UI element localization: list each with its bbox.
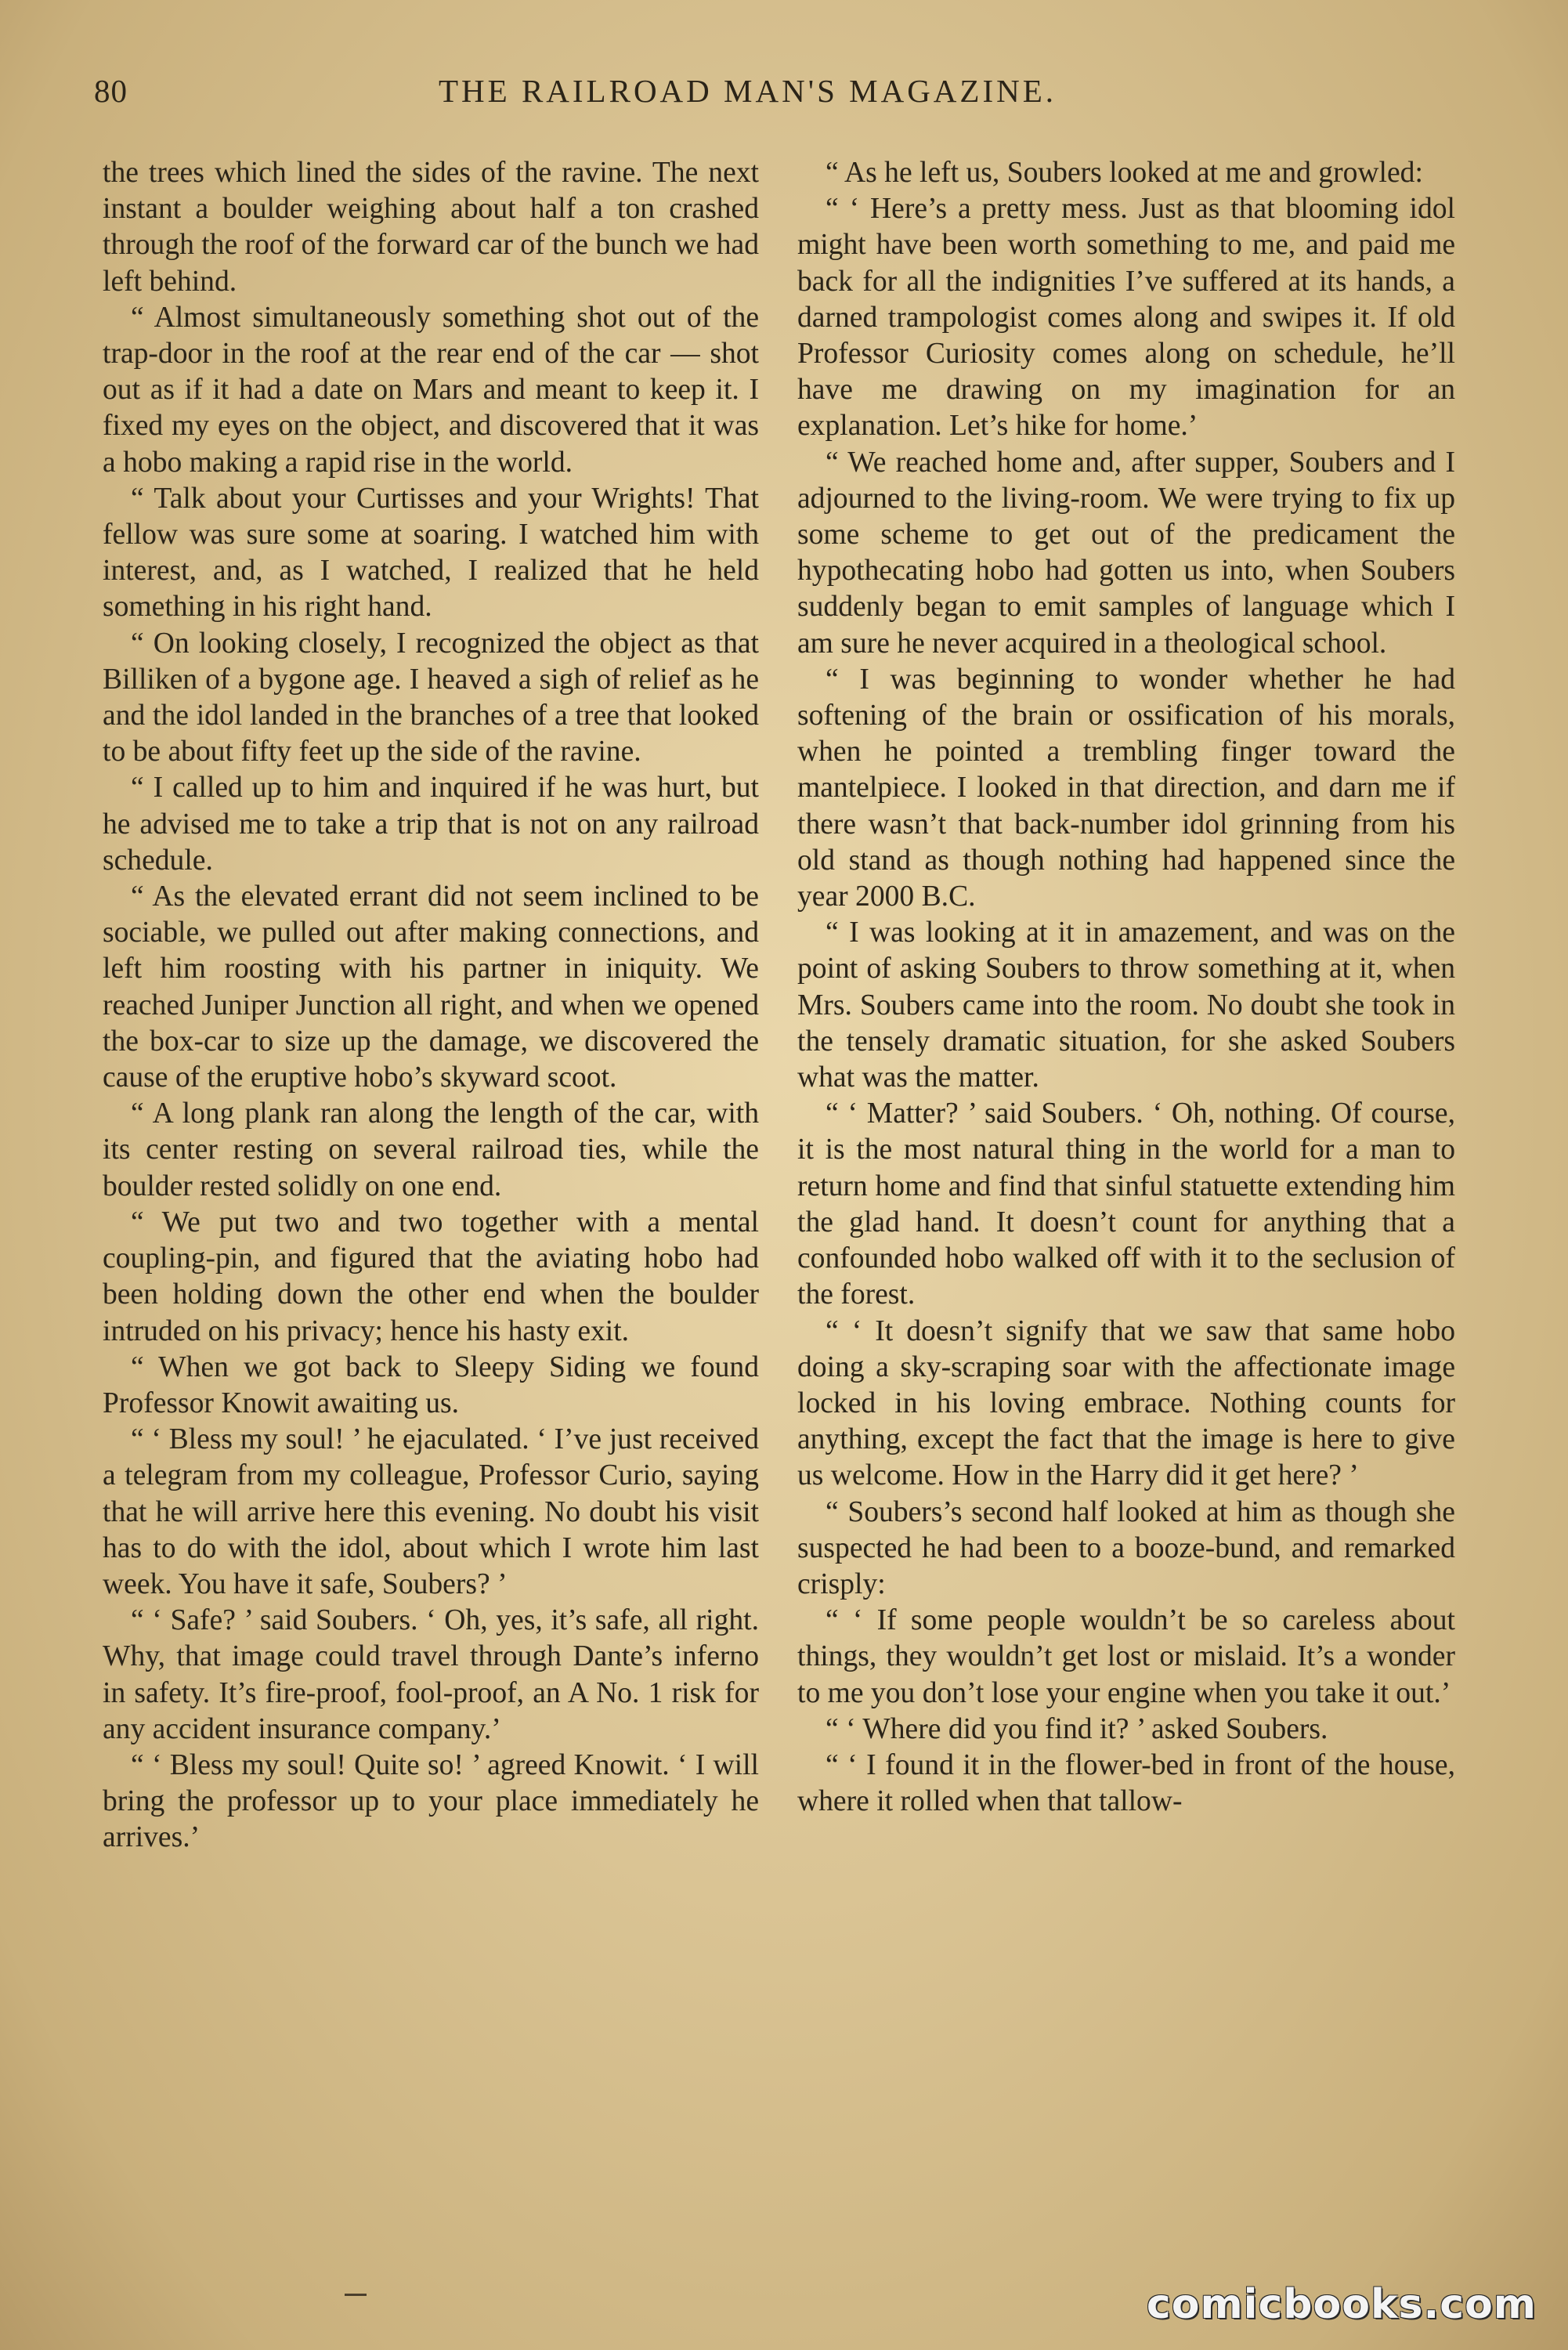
- paragraph: “ When we got back to Sleepy Siding we found Professor Knowit awaiting us.: [103, 1350, 759, 1419]
- paragraph: “ As he left us, Soubers looked at me and growled:: [826, 157, 1423, 189]
- left-column: [103, 155, 759, 1856]
- paragraph: “ Soubers’s second half looked at him as though she suspected he had been to a booze-bund, and remarked crisply:: [797, 1495, 1455, 1600]
- paragraph: “ I called up to him and inquired if he was hurt, but he advised me to take a trip that is not on any railroad schedule.: [103, 772, 759, 877]
- paragraph: “ Talk about your Curtisses and your Wrights! That fellow was sure some at soaring. I watched him with interest, and, as I watched, I realized that he held something in his right hand.: [103, 482, 759, 624]
- right-column: [797, 155, 1455, 1820]
- paragraph: “ ‘ If some people wouldn’t be so careless about things, they wouldn’t get lost or mislaid. It’s a wonder to me you don’t lose your engine when you take it out.’: [797, 1604, 1455, 1709]
- paragraph: “ ‘ Where did you find it? ’ asked Soubers.: [826, 1712, 1328, 1745]
- running-head: THE RAILROAD MAN'S MAGAZINE.: [439, 73, 1057, 109]
- watermark: comicbooks.com: [1146, 2281, 1537, 2328]
- paragraph: “ ‘ Matter? ’ said Soubers. ‘ Oh, nothing. Of course, it is the most natural thing in the world for a man to return home and find that sinful statuette extending him the glad hand. It doesn’t count for anything that a confounded hobo walked off with it to the seclusion of the forest.: [797, 1097, 1455, 1311]
- paragraph: “ ‘ Bless my soul! Quite so! ’ agreed Knowit. ‘ I will bring the professor up to your place immediately he arrives.’: [103, 1748, 759, 1854]
- paragraph: “ We put two and two together with a mental coupling-pin, and figured that the aviating hobo had been holding down the other end when the boulder intruded on his privacy; hence his hasty exit.: [103, 1206, 759, 1347]
- paragraph: “ I was looking at it in amazement, and was on the point of asking Soubers to throw something at it, when Mrs. Soubers came into the room. No doubt she took in the tensely dramatic situation, for she asked Soubers what was the matter.: [797, 916, 1455, 1094]
- paragraph: the trees which lined the sides of the ravine. The next instant a boulder weighing about half a ton crashed through the roof of the forward car of the bunch we had left behind.: [103, 157, 759, 298]
- paragraph: “ ‘ Here’s a pretty mess. Just as that blooming idol might have been worth something to me, and paid me back for all the indignities I’ve suffered at its hands, a darned trampologist comes along and swipes it. If old Professor Curiosity comes along on schedule, he’ll have me drawing on my imagination for an explanation. Let’s hike for home.’: [797, 193, 1455, 443]
- page-header: [94, 72, 1472, 119]
- paragraph: “ ‘ Safe? ’ said Soubers. ‘ Oh, yes, it’s safe, all right. Why, that image could travel through Dante’s inferno in safety. It’s fire-proof, fool-proof, an A No. 1 risk for any accident insurance company.’: [103, 1604, 759, 1745]
- page-number: 80: [94, 73, 128, 109]
- paragraph: “ I was beginning to wonder whether he had softening of the brain or ossification of his morals, when he pointed a trembling finger toward the mantelpiece. I looked in that direction, and darn me if there wasn’t that back-number idol grinning from his old stand as though nothing had happened since the year 2000 B.C.: [797, 663, 1455, 913]
- paragraph: “ We reached home and, after supper, Soubers and I adjourned to the living-room. We were trying to fix up some scheme to get out of the predicament the hypothecating hobo had gotten us into, when Soubers suddenly began to emit samples of language which I am sure he never acquired in a theological school.: [797, 446, 1455, 660]
- paragraph: “ ‘ I found it in the flower-bed in front of the house, where it rolled when that tallow-: [797, 1748, 1455, 1818]
- paragraph: “ On looking closely, I recognized the object as that Billiken of a bygone age. I heaved a sigh of relief as he and the idol landed in the branches of a tree that looked to be about fifty feet up the side of the ravine.: [103, 627, 759, 768]
- paragraph: “ Almost simultaneously something shot out of the trap-door in the roof at the rear end of the car — shot out as if it had a date on Mars and meant to keep it. I fixed my eyes on the object, and discovered that it was a hobo making a rapid rise in the world.: [103, 301, 759, 479]
- paragraph: “ ‘ Bless my soul! ’ he ejaculated. ‘ I’ve just received a telegram from my colleague, Professor Curio, saying that he will arrive here this evening. No doubt his visit has to do with the idol, about which I wrote him last week. You have it safe, Soubers? ’: [103, 1423, 759, 1600]
- paragraph: “ ‘ It doesn’t signify that we saw that same hobo doing a sky-scraping soar with the affectionate image locked in his loving embrace. Nothing counts for anything, except the fact that the image is here to give us welcome. How in the Harry did it get here? ’: [797, 1314, 1455, 1492]
- paragraph: “ As the elevated errant did not seem inclined to be sociable, we pulled out after making connections, and left him roosting with his partner in iniquity. We reached Juniper Junction all right, and when we opened the box-car to size up the damage, we discovered the cause of the eruptive hobo’s skyward scoot.: [103, 880, 759, 1094]
- footer-dash: [345, 2294, 367, 2296]
- paragraph: “ A long plank ran along the length of the car, with its center resting on several railroad ties, while the boulder rested solidly on one end.: [103, 1097, 759, 1202]
